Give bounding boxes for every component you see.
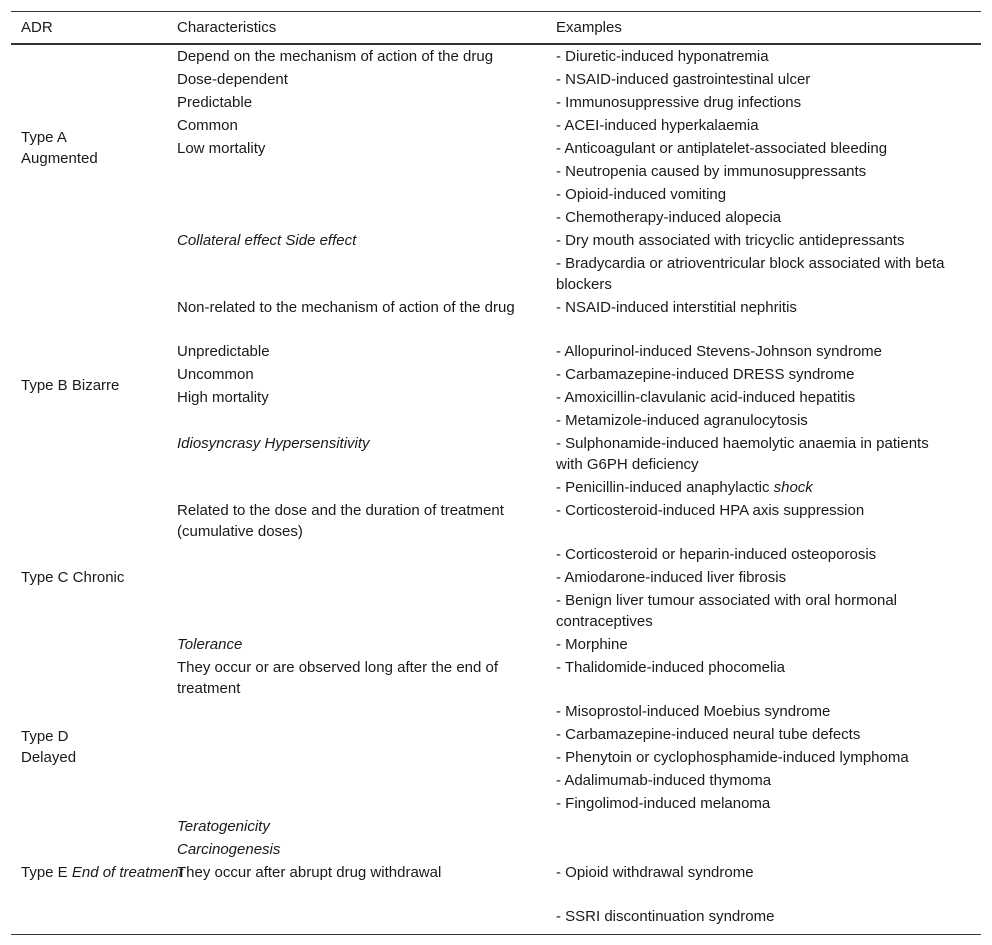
example: - Corticosteroid-induced HPA axis suppression	[556, 502, 865, 519]
example: - Carbamazepine-induced DRESS syndrome	[556, 366, 855, 383]
mechanism-label: Carcinogenesis	[177, 841, 281, 858]
type-a-label: Type A Augmented	[21, 129, 98, 167]
example: - NSAID-induced interstitial nephritis	[556, 299, 797, 316]
characteristic: High mortality	[177, 389, 269, 406]
example: - Fingolimod-induced melanoma	[556, 795, 771, 812]
example: - Neutropenia caused by immunosuppressants	[556, 163, 867, 180]
header-divider	[11, 43, 981, 45]
example: - Bradycardia or atrioventricular block associated with beta blockers	[556, 255, 945, 293]
characteristic: Dose-dependent	[177, 71, 288, 88]
example: - Morphine	[556, 636, 628, 653]
mechanism-label: Teratogenicity	[177, 818, 270, 835]
characteristic: Unpredictable	[177, 343, 270, 360]
example: - SSRI discontinuation syndrome	[556, 908, 775, 925]
mechanism-label: Idiosyncrasy Hypersensitivity	[177, 435, 370, 452]
characteristic: They occur or are observed long after the end of treatment	[177, 659, 499, 697]
example: - Metamizole-induced agranulocytosis	[556, 412, 808, 429]
example: - Misoprostol-induced Moebius syndrome	[556, 703, 831, 720]
example: - Adalimumab-induced thymoma	[556, 772, 772, 789]
characteristic: Uncommon	[177, 366, 254, 383]
example: - Corticosteroid or heparin-induced osteoporosis	[556, 546, 877, 563]
type-d-label: Type D Delayed	[21, 728, 77, 766]
characteristic: Related to the dose and the duration of treatment (cumulative doses)	[177, 502, 504, 540]
example: - Dry mouth associated with tricyclic antidepressants	[556, 232, 905, 249]
mechanism-label: Tolerance	[177, 636, 243, 653]
example: - Phenytoin or cyclophosphamide-induced lymphoma	[556, 749, 909, 766]
example: - Diuretic-induced hyponatremia	[556, 48, 769, 65]
characteristic: Non-related to the mechanism of action of the drug	[177, 299, 515, 316]
example: - Opioid withdrawal syndrome	[556, 864, 754, 881]
example: - NSAID-induced gastrointestinal ulcer	[556, 71, 811, 88]
example: - Immunosuppressive drug infections	[556, 94, 802, 111]
header-adr: ADR	[21, 19, 53, 36]
type-c-label: Type C Chronic	[21, 569, 125, 586]
type-b-label: Type B Bizarre	[21, 377, 120, 394]
example: - Chemotherapy-induced alopecia	[556, 209, 782, 226]
mechanism-label: Collateral effect Side effect	[177, 232, 357, 249]
example: - ACEI-induced hyperkalaemia	[556, 117, 759, 134]
characteristic: Depend on the mechanism of action of the drug	[177, 48, 494, 65]
example: - Amoxicillin-clavulanic acid-induced hepatitis	[556, 389, 856, 406]
characteristic: Common	[177, 117, 238, 134]
characteristic: They occur after abrupt drug withdrawal	[177, 864, 442, 881]
example: - Carbamazepine-induced neural tube defects	[556, 726, 861, 743]
example: - Amiodarone-induced liver fibrosis	[556, 569, 787, 586]
header-examples: Examples	[556, 19, 622, 36]
example: - Penicillin-induced anaphylactic shock	[556, 479, 813, 496]
example: - Opioid-induced vomiting	[556, 186, 727, 203]
example: - Benign liver tumour associated with oral hormonal contraceptives	[556, 592, 897, 630]
characteristic: Predictable	[177, 94, 253, 111]
example: - Allopurinol-induced Stevens-Johnson syndrome	[556, 343, 883, 360]
example: - Thalidomide-induced phocomelia	[556, 659, 786, 676]
example: - Anticoagulant or antiplatelet-associated bleeding	[556, 140, 888, 157]
characteristic: Low mortality	[177, 140, 266, 157]
header-characteristics: Characteristics	[177, 19, 277, 36]
example: - Sulphonamide-induced haemolytic anaemia in patients with G6PH deficiency	[556, 435, 929, 473]
type-e-label: Type E End of treatment	[21, 864, 183, 881]
